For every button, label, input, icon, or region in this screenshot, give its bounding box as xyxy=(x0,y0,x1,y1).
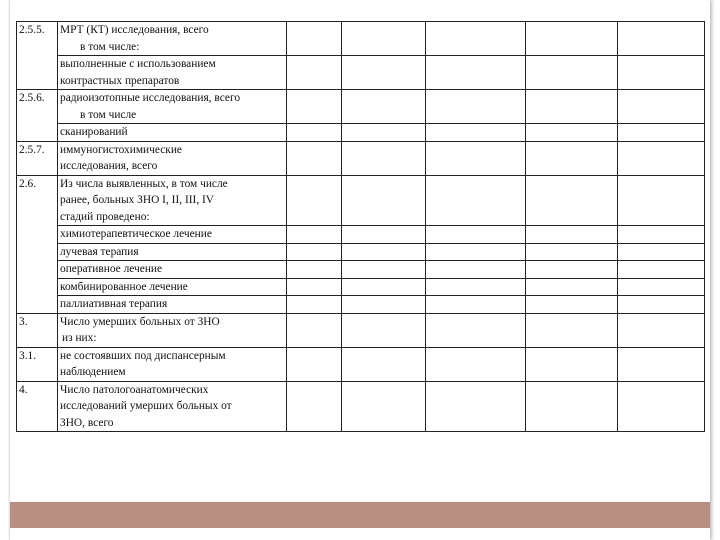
table-row xyxy=(17,141,705,175)
indicator-label-line: наблюдением xyxy=(60,366,126,378)
value-cell xyxy=(618,175,705,226)
value-cell xyxy=(342,261,426,279)
value-cell xyxy=(287,243,342,261)
indicator-label-line: сканирований xyxy=(60,126,128,138)
indicator-label-line: из них: xyxy=(62,332,97,344)
indicator-label-cell xyxy=(58,313,287,347)
indicator-label-line: Число патологоанатомических xyxy=(60,383,209,396)
value-cell xyxy=(618,347,705,381)
value-cell xyxy=(426,243,526,261)
value-cell xyxy=(618,22,705,56)
value-cell xyxy=(426,313,526,347)
value-cell xyxy=(618,243,705,261)
table-row xyxy=(17,226,705,244)
value-cell xyxy=(618,381,705,432)
indicator-label-line: контрастных препаратов xyxy=(60,74,180,87)
indicator-label-cell xyxy=(58,124,287,142)
indicator-label-line: оперативное лечение xyxy=(60,263,163,275)
value-cell xyxy=(342,243,426,261)
row-number-cell: 2.6. xyxy=(17,175,58,313)
indicator-label-cell xyxy=(58,381,287,432)
indicator-label-line: Число умерших больных от ЗНО xyxy=(60,315,220,328)
indicator-label-cell xyxy=(58,141,287,175)
value-cell xyxy=(287,124,342,142)
value-cell xyxy=(618,90,705,124)
value-cell xyxy=(342,124,426,142)
indicator-label-line: в том числе: xyxy=(80,40,140,53)
value-cell xyxy=(342,141,426,175)
table-row xyxy=(17,22,705,56)
table-row xyxy=(17,278,705,296)
indicator-label-line: ЗНО, всего xyxy=(60,416,114,429)
indicator-label-line: ранее, больных ЗНО I, II, III, IV xyxy=(60,194,215,206)
value-cell xyxy=(526,313,618,347)
table-row xyxy=(17,243,705,261)
table-row xyxy=(17,347,705,381)
value-cell xyxy=(342,313,426,347)
indicator-label-cell xyxy=(58,296,287,314)
value-cell xyxy=(426,261,526,279)
value-cell xyxy=(618,278,705,296)
value-cell xyxy=(526,56,618,90)
value-cell xyxy=(526,124,618,142)
value-cell xyxy=(342,56,426,90)
table-row xyxy=(17,90,705,124)
value-cell xyxy=(526,141,618,175)
value-cell xyxy=(426,90,526,124)
value-cell xyxy=(287,313,342,347)
table-row xyxy=(17,381,705,432)
value-cell xyxy=(618,313,705,347)
indicator-label-cell xyxy=(58,243,287,261)
row-number-cell: 2.5.6. xyxy=(17,90,58,142)
indicator-label-line: паллиативная терапия xyxy=(60,298,168,310)
value-cell xyxy=(526,175,618,226)
value-cell xyxy=(287,261,342,279)
report-table-body xyxy=(17,22,705,432)
indicator-label-cell xyxy=(58,347,287,381)
value-cell xyxy=(618,141,705,175)
indicator-label-line: в том числе xyxy=(80,108,137,121)
value-cell xyxy=(426,175,526,226)
value-cell xyxy=(342,381,426,432)
indicator-label-line: исследования, всего xyxy=(60,160,158,172)
value-cell xyxy=(287,347,342,381)
indicator-label-line: не состоявших под диспансерным xyxy=(60,349,226,362)
value-cell xyxy=(526,243,618,261)
value-cell xyxy=(426,124,526,142)
value-cell xyxy=(526,381,618,432)
indicator-label-line: комбинированное лечение xyxy=(60,280,188,293)
indicator-label-line: Из числа выявленных, в том числе xyxy=(60,177,228,190)
value-cell xyxy=(287,381,342,432)
indicator-label-line: стадий проведено: xyxy=(60,210,150,223)
indicator-label-cell xyxy=(58,226,287,244)
value-cell xyxy=(426,22,526,56)
indicator-label-cell xyxy=(58,22,287,56)
value-cell xyxy=(287,90,342,124)
value-cell xyxy=(526,278,618,296)
indicator-label-line: лучевая терапия xyxy=(60,245,139,258)
value-cell xyxy=(287,278,342,296)
report-table xyxy=(16,21,705,432)
value-cell xyxy=(426,226,526,244)
indicator-label-line: иммуногистохимические xyxy=(60,143,182,156)
indicator-label-line: исследований умерших больных от xyxy=(60,400,232,412)
indicator-label-cell xyxy=(58,90,287,124)
indicator-label-line: выполненные с использованием xyxy=(60,58,216,70)
value-cell xyxy=(287,22,342,56)
value-cell xyxy=(342,175,426,226)
value-cell xyxy=(287,56,342,90)
value-cell xyxy=(426,278,526,296)
value-cell xyxy=(618,261,705,279)
indicator-label-cell xyxy=(58,175,287,226)
table-row xyxy=(17,124,705,142)
value-cell xyxy=(342,22,426,56)
value-cell xyxy=(342,226,426,244)
value-cell xyxy=(287,175,342,226)
table-row xyxy=(17,313,705,347)
table-row xyxy=(17,56,705,90)
value-cell xyxy=(287,226,342,244)
indicator-label-line: химиотерапевтическое лечение xyxy=(60,228,212,240)
row-number-cell: 2.5.7. xyxy=(17,141,58,175)
row-number-cell: 4. xyxy=(17,381,58,432)
value-cell xyxy=(618,56,705,90)
value-cell xyxy=(526,90,618,124)
value-cell xyxy=(526,226,618,244)
value-cell xyxy=(342,90,426,124)
indicator-label-cell xyxy=(58,261,287,279)
value-cell xyxy=(426,141,526,175)
value-cell xyxy=(526,296,618,314)
value-cell xyxy=(618,124,705,142)
value-cell xyxy=(618,226,705,244)
value-cell xyxy=(526,261,618,279)
indicator-label-line: МРТ (КТ) исследования, всего xyxy=(60,24,209,36)
value-cell xyxy=(618,296,705,314)
footer-band xyxy=(10,502,710,528)
value-cell xyxy=(287,141,342,175)
indicator-label-cell xyxy=(58,56,287,90)
table-row xyxy=(17,296,705,314)
indicator-label-line: радиоизотопные исследования, всего xyxy=(60,92,241,104)
table-row xyxy=(17,261,705,279)
row-number-cell: 3. xyxy=(17,313,58,347)
value-cell xyxy=(342,278,426,296)
value-cell xyxy=(526,347,618,381)
row-number-cell: 3.1. xyxy=(17,347,58,381)
indicator-label-cell xyxy=(58,278,287,296)
value-cell xyxy=(287,296,342,314)
value-cell xyxy=(426,56,526,90)
value-cell xyxy=(526,22,618,56)
value-cell xyxy=(426,296,526,314)
table-row xyxy=(17,175,705,226)
row-number-cell: 2.5.5. xyxy=(17,22,58,90)
value-cell xyxy=(426,381,526,432)
value-cell xyxy=(426,347,526,381)
value-cell xyxy=(342,296,426,314)
value-cell xyxy=(342,347,426,381)
